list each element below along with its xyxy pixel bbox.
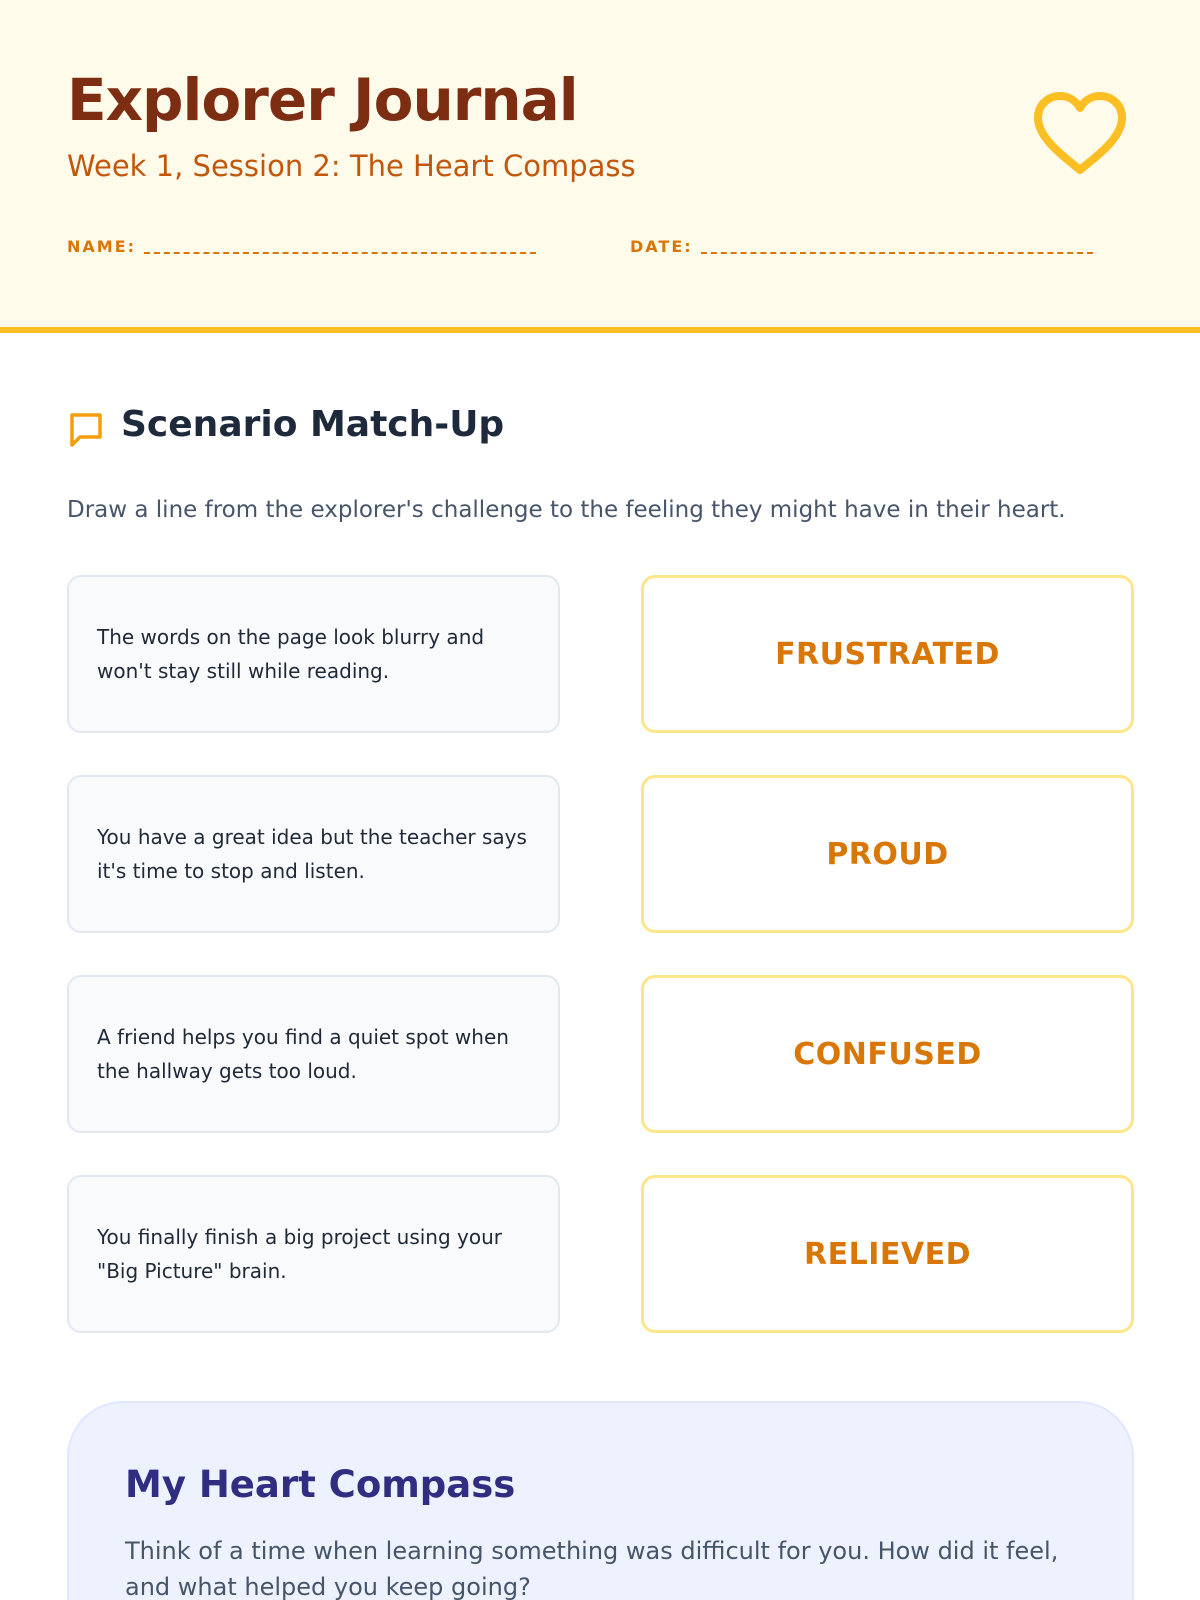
feeling-card[interactable]	[641, 975, 1134, 1133]
feeling-label: FRUSTRATED	[775, 636, 1000, 672]
heart-compass-panel	[67, 1401, 1134, 1600]
scenario-card[interactable]	[67, 775, 560, 933]
scenario-text: The words on the page look blurry and won't stay still while reading.	[97, 625, 485, 683]
heart-icon	[1030, 88, 1130, 178]
scenario-text: You have a great idea but the teacher says it's time to stop and listen.	[97, 825, 527, 883]
feeling-card[interactable]	[641, 575, 1134, 733]
compass-title: My Heart Compass	[125, 1463, 516, 1506]
scenario-text: A friend helps you find a quiet spot when the hallway gets too loud.	[97, 1025, 509, 1083]
journal-header	[0, 0, 1200, 333]
name-field[interactable]	[67, 237, 536, 256]
scenario-card[interactable]	[67, 575, 560, 733]
compass-prompt: Think of a time when learning something was difficult for you. How did it feel, and what helped you keep going?	[125, 1537, 1059, 1600]
feeling-label: RELIEVED	[804, 1236, 971, 1272]
name-label: NAME:	[67, 237, 137, 256]
feeling-label: PROUD	[826, 836, 949, 872]
scenario-text: You finally finish a big project using your "Big Picture" brain.	[97, 1225, 502, 1283]
feeling-label: CONFUSED	[793, 1036, 982, 1072]
page-subtitle: Week 1, Session 2: The Heart Compass	[67, 149, 636, 183]
matchup-instructions: Draw a line from the explorer's challenge to the feeling they might have in their heart.	[67, 497, 1066, 523]
date-field[interactable]	[630, 237, 1093, 256]
feeling-card[interactable]	[641, 1175, 1134, 1333]
name-blank-line	[144, 238, 536, 254]
feeling-card[interactable]	[641, 775, 1134, 933]
page-title: Explorer Journal	[67, 66, 578, 134]
date-blank-line	[701, 238, 1093, 254]
scenario-card[interactable]	[67, 1175, 560, 1333]
speech-bubble-icon	[67, 410, 105, 448]
date-label: DATE:	[630, 237, 693, 256]
scenario-card[interactable]	[67, 975, 560, 1133]
section-title: Scenario Match-Up	[121, 404, 505, 445]
